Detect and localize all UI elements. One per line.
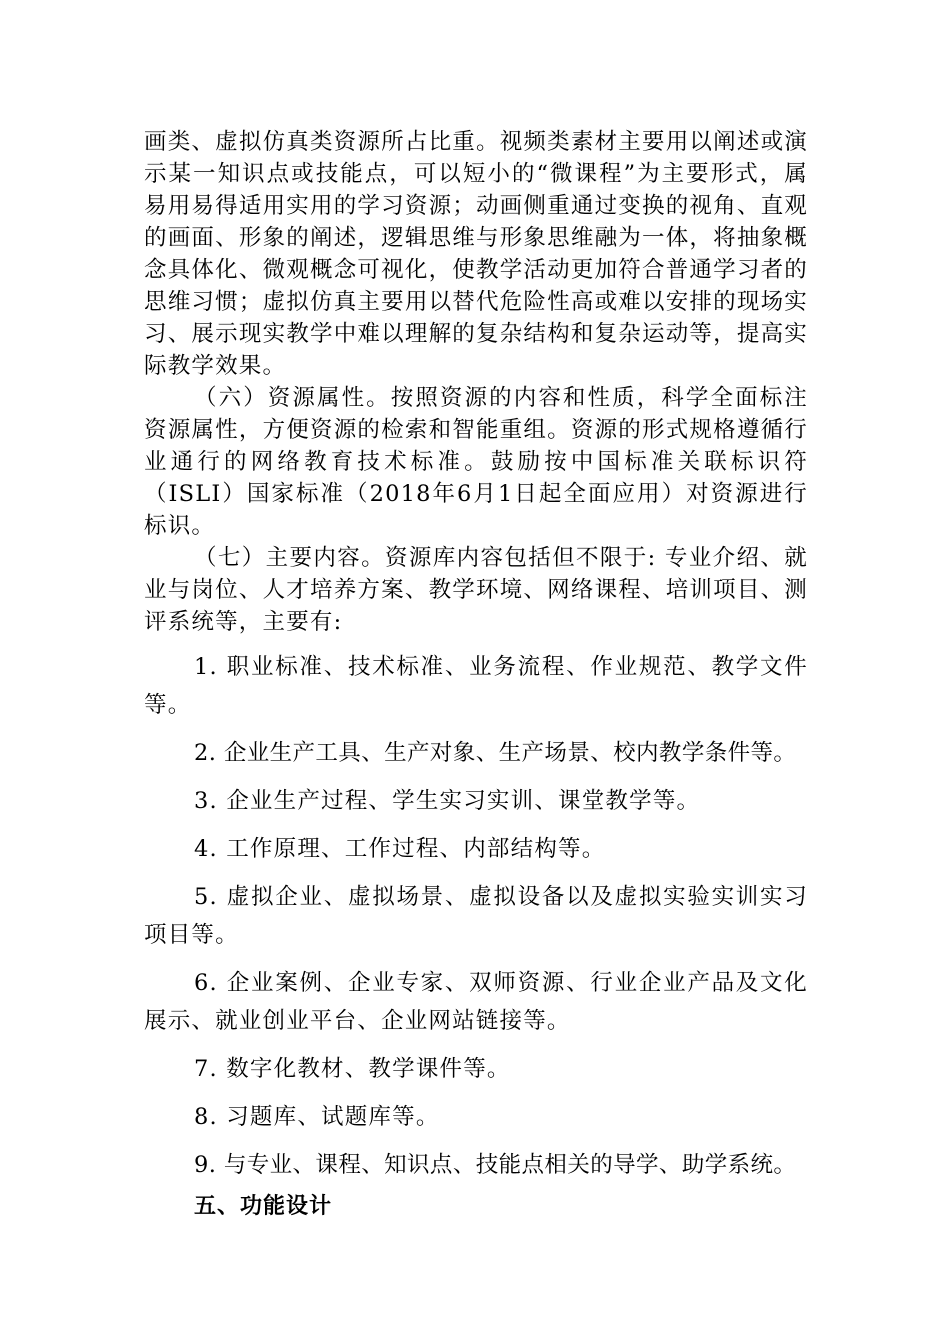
list-item: 8. 习题库、试题库等。 [194,1104,440,1130]
list-item: 4. 工作原理、工作过程、内部结构等。 [194,836,606,862]
document-page [144,126,808,1224]
section-heading: 五、功能设计 [194,1194,333,1219]
paragraph-media-types: 画类、虚拟仿真类资源所占比重。视频类素材主要用以阐述或演示某一知识点或技能点，可以短小的“微课程”为主要形式，属易用易得适用实用的学习资源；动画侧重通过变换的视角、直观的画面、形象的阐述，逻辑思维与形象思维融为一体，将抽象概念具体化、微观概念可视化，使教学活动更加符合普通学习者的思维习惯；虚拟仿真主要用以替代危险性高或难以安排的现场实习、展示现实教学中难以理解的复杂结构和复杂运动等，提高实际教学效果。 [144,129,808,379]
list-item: 2. 企业生产工具、生产对象、生产场景、校内教学条件等。 [194,740,797,766]
list-item: 6. 企业案例、企业专家、双师资源、行业企业产品及文化展示、就业创业平台、企业网站链接等。 [144,970,808,1034]
list-item: 3. 企业生产过程、学生实习实训、课堂教学等。 [194,788,701,814]
paragraph-main-content: （七）主要内容。资源库内容包括但不限于: 专业介绍、就业与岗位、人才培养方案、教学环境、网络课程、培训项目、测评系统等，主要有: [144,545,808,635]
list-item: 9. 与专业、课程、知识点、技能点相关的导学、助学系统。 [194,1152,797,1178]
list-item: 7. 数字化教材、教学课件等。 [194,1056,511,1082]
list-item: 5. 虚拟企业、虚拟场景、虚拟设备以及虚拟实验实训实习项目等。 [144,884,808,948]
list-item: 1. 职业标准、技术标准、业务流程、作业规范、教学文件等。 [144,654,808,718]
paragraph-resource-attributes: （六）资源属性。按照资源的内容和性质，科学全面标注资源属性，方便资源的检索和智能重组。资源的形式规格遵循行业通行的网络教育技术标准。鼓励按中国标准关联标识符（ISLI）国家标准（2018年6月1日起全面应用）对资源进行标识。 [144,385,808,539]
content-list [144,648,808,1184]
